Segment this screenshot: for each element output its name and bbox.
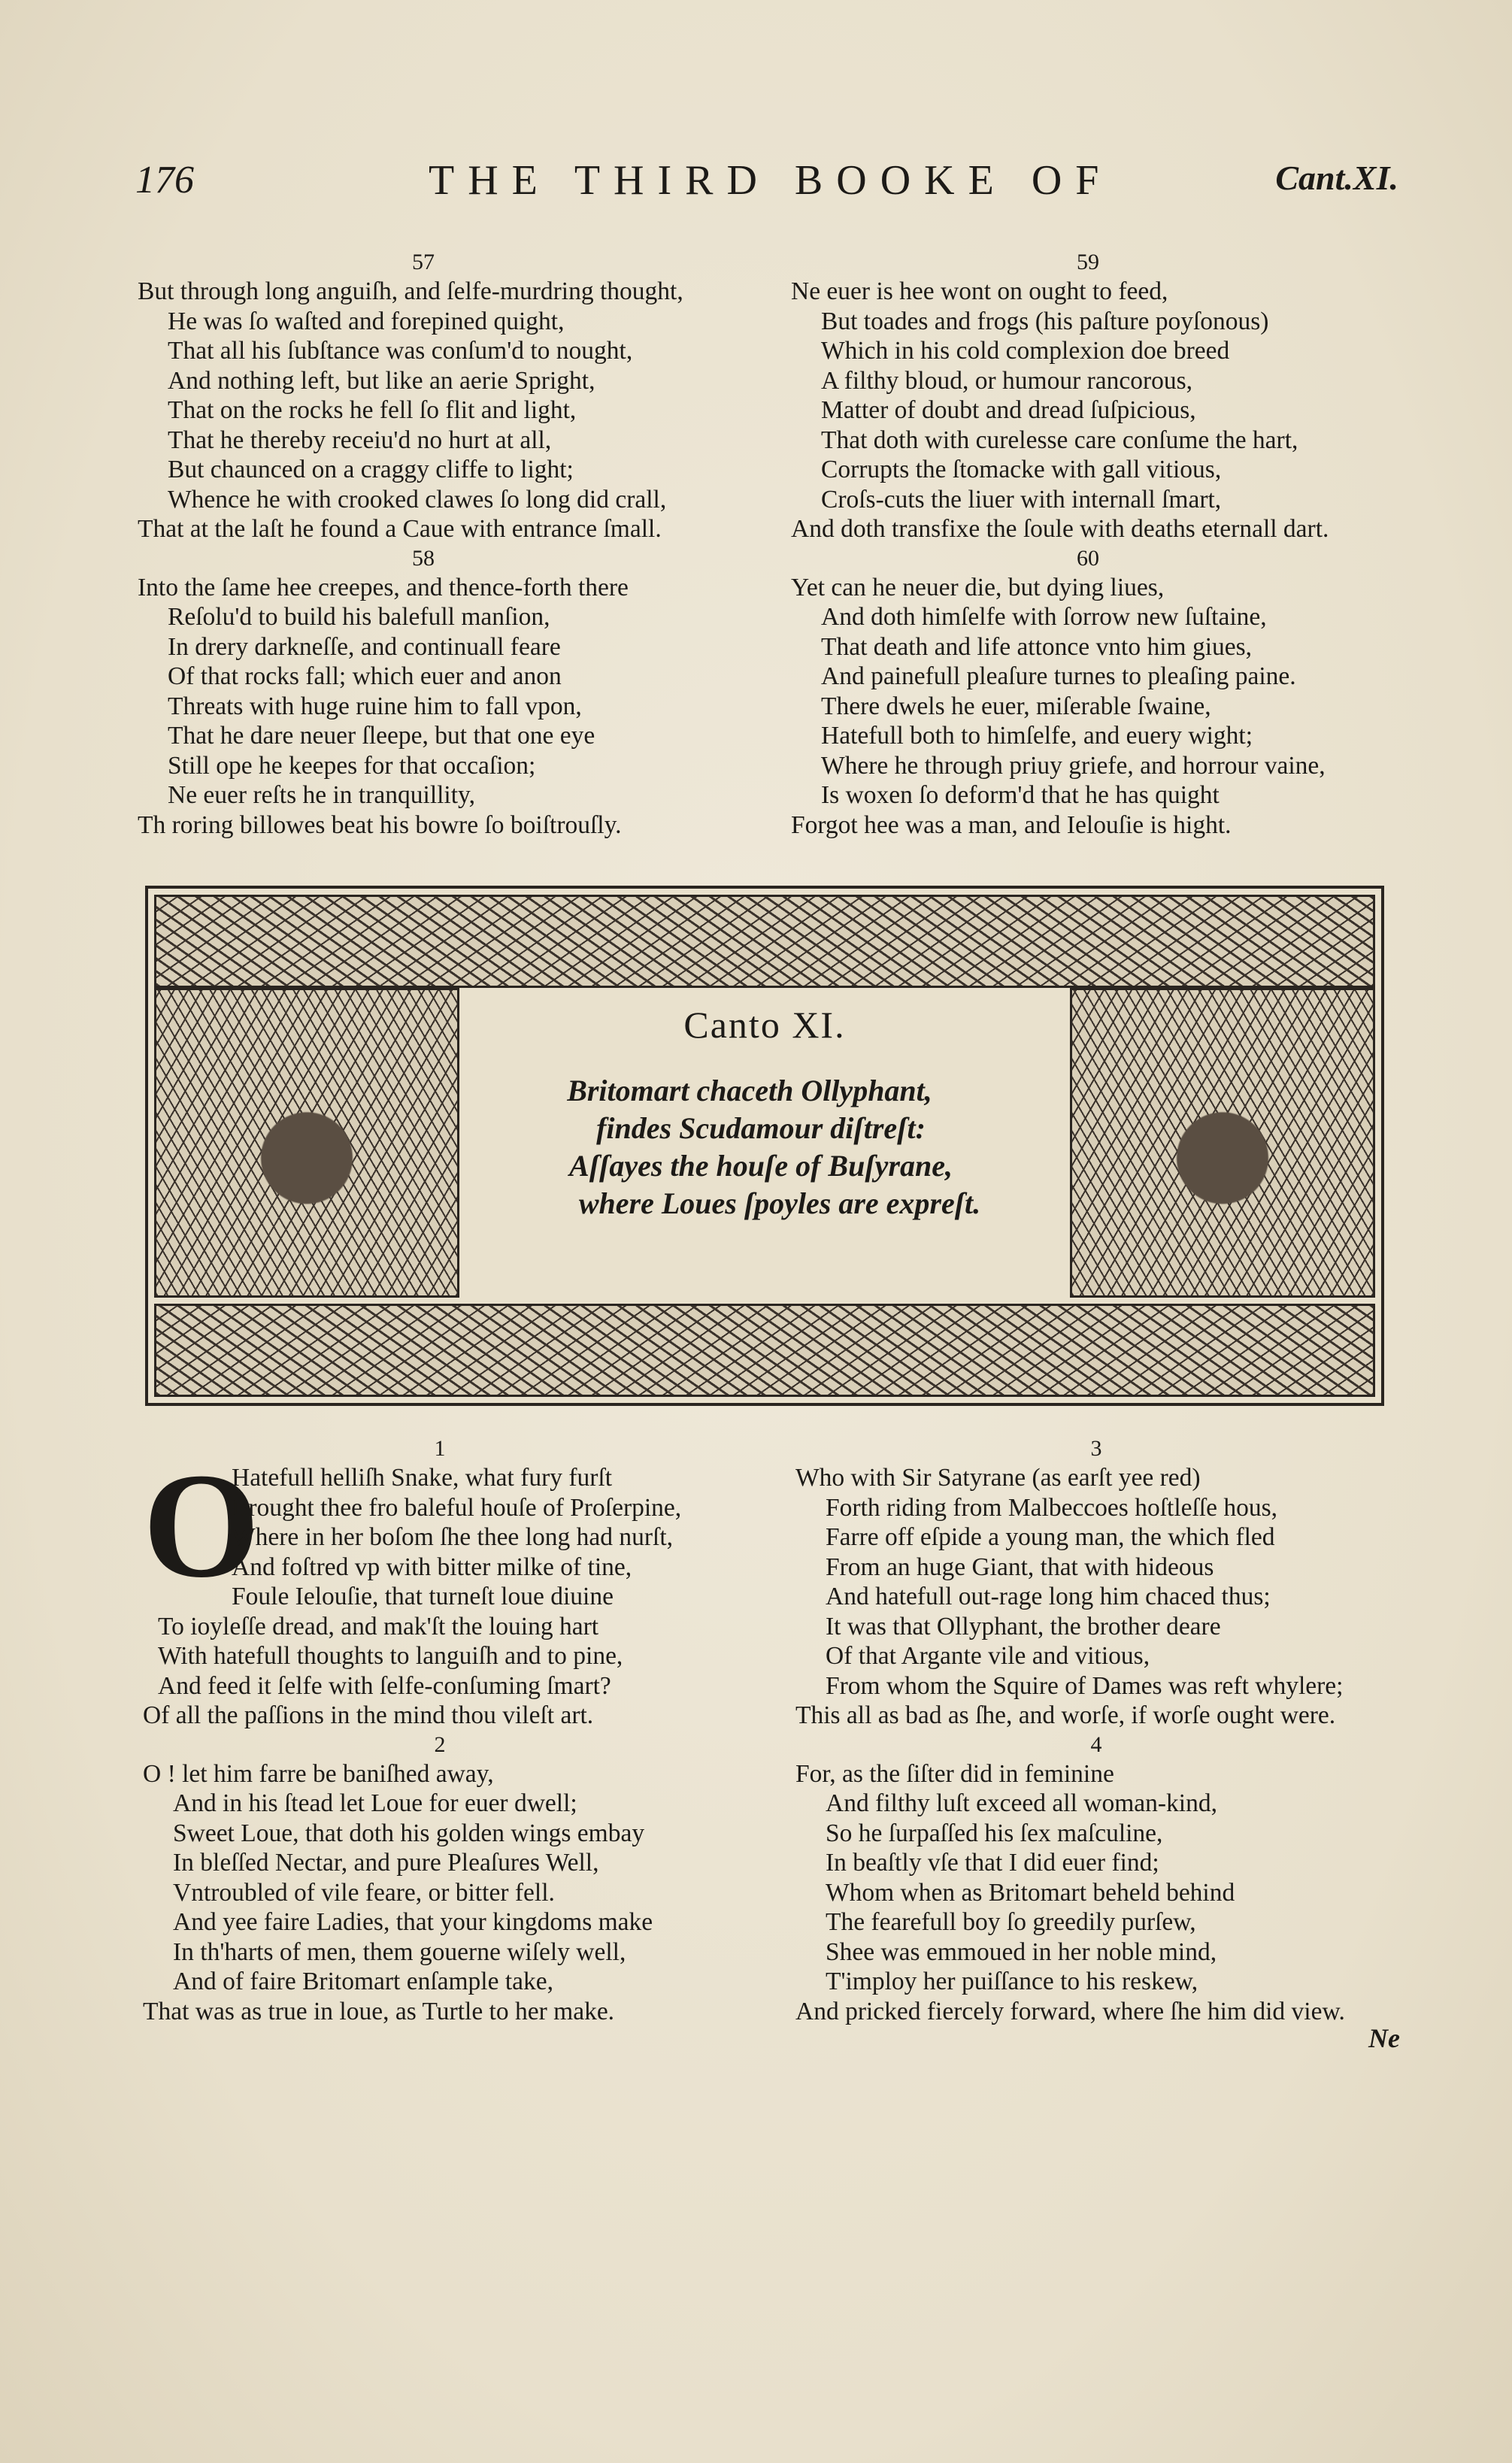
argument-line: where Loues ſpoyles are expreſt. [578, 1186, 981, 1220]
verse-line: Corrupts the ſtomacke with gall vitious, [821, 456, 1222, 483]
verse-line: And foſtred vp with bitter milke of tine, [232, 1553, 632, 1581]
verse-line: That doth with curelesse care conſume the hart, [821, 426, 1298, 454]
stanza-number: 60 [1077, 545, 1099, 571]
verse-line: Forth riding from Malbeccoes hoſtleſſe hous, [826, 1493, 1278, 1522]
verse-line: Where he through priuy griefe, and horrour vaine, [821, 751, 1326, 780]
drop-cap: O [143, 1443, 260, 1609]
verse-line: Farre off eſpide a young man, the which fled [826, 1523, 1275, 1551]
stanza-number: 2 [434, 1731, 446, 1757]
canto-heading-panel [471, 988, 1058, 1293]
ornament-right-bird-panel [1070, 988, 1375, 1298]
stanza-number: 59 [1077, 250, 1099, 274]
verse-line: Yet can he neuer die, but dying liues, [791, 573, 1165, 601]
verse-line: Matter of doubt and dread ſuſpicious, [821, 396, 1196, 424]
stanza [791, 544, 1385, 841]
verse-line: Sweet Loue, that doth his golden wings embay [173, 1819, 645, 1847]
stanza-number: 1 [434, 1436, 446, 1461]
verse-line: And hatefull out-rage long him chaced thus; [826, 1583, 1271, 1610]
verse-line: In beaſtly vſe that I did euer find; [826, 1849, 1159, 1877]
verse-line: With hatefull thoughts to languiſh and to pine, [158, 1642, 623, 1670]
bottom-left-column [143, 1434, 737, 2026]
verse-line: Is woxen ſo deform'd that he has quight [821, 781, 1220, 809]
ornament-left-bird-panel [154, 988, 459, 1298]
canto-ornament-frame [145, 886, 1384, 1406]
verse-line: And nothing left, but like an aerie Spright, [168, 366, 595, 395]
verse-line: And doth himſelfe with ſorrow new ſuſtaine, [821, 603, 1267, 631]
verse-line: Of that Argante vile and vitious, [826, 1642, 1150, 1670]
top-right-column [791, 248, 1385, 840]
verse-line: And yee faire Ladies, that your kingdoms make [173, 1908, 653, 1936]
verse-line: That he thereby receiu'd no hurt at all, [168, 426, 552, 454]
verse-line: And doth transfixe the ſoule with deaths eternall dart. [791, 515, 1329, 543]
verse-line: Which in his cold complexion doe breed [821, 337, 1230, 365]
running-title: THE THIRD BOOKE OF [429, 157, 1113, 204]
stanza [143, 1434, 737, 1731]
verse-line: And in his ſtead let Loue for euer dwell; [173, 1789, 577, 1817]
verse-line: A filthy bloud, or humour rancorous, [821, 366, 1193, 395]
verse-line: That at the laſt he found a Caue with entrance ſmall. [138, 515, 662, 543]
verse-line: That he dare neuer ſleepe, but that one eye [168, 722, 595, 750]
verse-line: But through long anguiſh, and ſelfe-murdring thought, [138, 277, 683, 305]
verse-line: He was ſo waſted and forepined quight, [168, 307, 565, 335]
verse-line: But chaunced on a craggy cliffe to light; [168, 456, 574, 483]
verse-line: But toades and frogs (his paſture poyſonous) [821, 307, 1269, 335]
bottom-right-column [795, 1434, 1397, 2026]
verse-line: For, as the ſiſter did in feminine [795, 1759, 1114, 1788]
stanza [143, 1731, 737, 2027]
verse-line: And filthy luſt exceed all woman-kind, [826, 1789, 1217, 1817]
verse-line: That all his ſubſtance was conſum'd to nought, [168, 337, 633, 365]
stanza-number: 58 [412, 545, 435, 571]
argument-line: Aſſayes the houſe of Buſyrane, [569, 1149, 953, 1183]
top-left-column [138, 248, 709, 840]
verse-line: T'imploy her puiſſance to his reskew, [826, 1968, 1198, 1995]
verse-line: There dwels he euer, miſerable ſwaine, [821, 692, 1211, 720]
verse-line: That death and life attonce vnto him giues, [821, 632, 1253, 661]
verse-line: Ne euer reſts he in tranquillity, [168, 781, 476, 809]
stanza-number: 57 [412, 250, 435, 274]
verse-line: Croſs-cuts the liuer with internall ſmart, [821, 485, 1222, 514]
verse-line: Hatefull both to himſelfe, and euery wight; [821, 722, 1253, 750]
page-number: 176 [135, 159, 194, 201]
stanza [791, 248, 1385, 544]
verse-line: Still ope he keepes for that occaſion; [168, 751, 536, 780]
stanza [795, 1731, 1397, 2027]
verse-line: This all as bad as ſhe, and worſe, if worſe ought were. [795, 1701, 1336, 1729]
verse-line: Threats with huge ruine him to fall vpon, [168, 692, 582, 720]
verse-line: Brought thee fro baleful houſe of Proſerpine, [232, 1493, 682, 1522]
verse-line: Reſolu'd to build his balefull manſion, [168, 603, 550, 631]
argument-line: Britomart chaceth Ollyphant, [567, 1074, 932, 1107]
stanza [138, 248, 709, 544]
canto-argument [471, 1072, 1058, 1222]
ornament-bottom-band [154, 1304, 1375, 1397]
canto-reference: Cant.XI. [1275, 159, 1398, 197]
verse-line: The fearefull boy ſo greedily purſew, [826, 1908, 1196, 1936]
verse-line: Where in her boſom ſhe thee long had nurſt, [232, 1523, 674, 1551]
verse-line: In bleſſed Nectar, and pure Pleaſures Well, [173, 1849, 599, 1877]
verse-line: And feed it ſelfe with ſelfe-conſuming ſmart? [158, 1671, 611, 1700]
verse-line: Whence he with crooked clawes ſo long did crall, [168, 485, 667, 514]
verse-line: Ne euer is hee wont on ought to feed, [791, 277, 1168, 305]
verse-line: And of faire Britomart enſample take, [173, 1968, 554, 1995]
verse-line: To ioyleſſe dread, and mak'ſt the louing hart [158, 1612, 599, 1640]
verse-line: Th roring billowes beat his bowre ſo boiſtrouſly. [138, 810, 622, 839]
verse-line: That was as true in loue, as Turtle to her make. [143, 1997, 615, 2025]
verse-line: Whom when as Britomart beheld behind [826, 1878, 1235, 1907]
verse-line: And painefull pleaſure turnes to pleaſing paine. [821, 662, 1296, 690]
stanza-number: 3 [1090, 1436, 1102, 1461]
ornament-top-band [154, 895, 1375, 988]
running-header [135, 150, 1398, 211]
verse-line: Vntroubled of vile feare, or bitter fell. [173, 1878, 555, 1907]
argument-line: findes Scudamour diſtreſt: [596, 1111, 926, 1145]
verse-line: O ! let him farre be baniſhed away, [143, 1759, 494, 1788]
verse-line: Shee was emmoued in her noble mind, [826, 1937, 1217, 1966]
verse-line: Into the ſame hee creepes, and thence-forth there [138, 573, 629, 601]
verse-line: In th'harts of men, them gouerne wiſely well, [173, 1937, 626, 1966]
verse-line: It was that Ollyphant, the brother deare [826, 1612, 1221, 1640]
verse-line: Forgot hee was a man, and Ielouſie is hight. [791, 810, 1232, 839]
verse-line: And pricked fiercely forward, where ſhe him did view. [795, 1997, 1345, 2025]
verse-line: In drery darkneſſe, and continuall feare [168, 632, 561, 661]
verse-line: Foule Ielouſie, that turneſt loue diuine [232, 1583, 614, 1610]
stanza-number: 4 [1090, 1731, 1102, 1757]
catchword: Ne [1368, 2023, 1400, 2053]
verse-line: Hatefull helliſh Snake, what fury furſt [232, 1464, 613, 1492]
verse-line: That on the rocks he fell ſo flit and light, [168, 396, 577, 424]
stanza [138, 544, 709, 841]
verse-line: From an huge Giant, that with hideous [826, 1553, 1214, 1581]
verse-line: Of all the paſſions in the mind thou vileſt art. [143, 1701, 594, 1729]
verse-line: Of that rocks fall; which euer and anon [168, 662, 562, 690]
verse-line: Who with Sir Satyrane (as earſt yee red) [795, 1464, 1201, 1492]
verse-line: From whom the Squire of Dames was reft whylere; [826, 1671, 1344, 1700]
canto-title: Canto XI. [683, 1004, 846, 1046]
verse-line: So he ſurpaſſed his ſex maſculine, [826, 1819, 1163, 1847]
stanza [795, 1434, 1397, 1731]
